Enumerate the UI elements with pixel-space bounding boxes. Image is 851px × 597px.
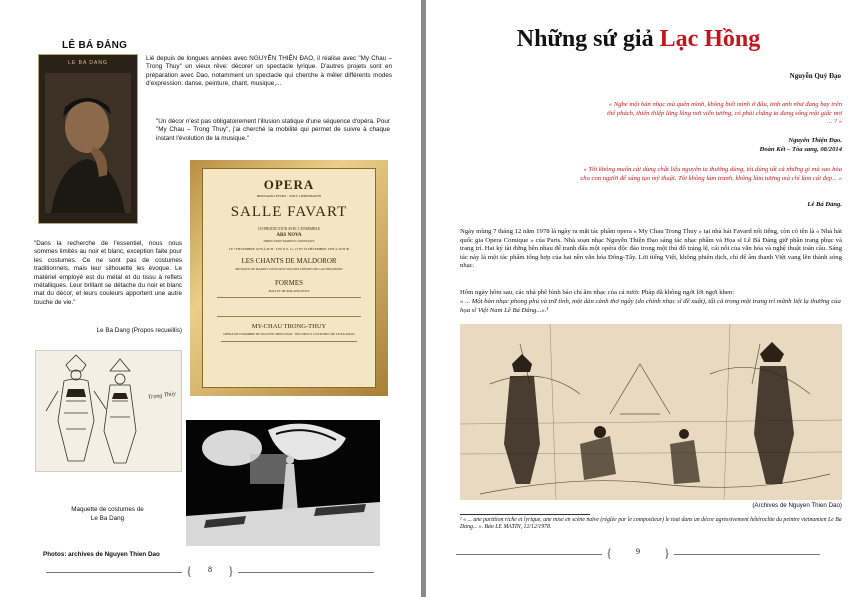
costume-sketch <box>35 350 182 472</box>
footnote: ¹ « ... une partition riche et lyrique, une mise en scène naïve (réglée par le compositeur) le tout dans un décor agressivement hétéroclite du peintre vietnamien Le Ba Dang... ». Báo LE MATIN, 12/12/1978. <box>460 517 842 531</box>
program-work3: MY-CHAU TRONG-THUY <box>251 323 327 331</box>
program-logo: OPERA <box>263 177 315 192</box>
portrait-photo <box>38 54 138 224</box>
stage-sketch <box>460 324 842 500</box>
program-coprod: CO-PRODUCTION AVEC L'ENSEMBLE <box>257 227 321 231</box>
sketch-handwritten-note: Trọng Thủy <box>147 391 177 401</box>
epigraph-1: « Nghe một bản nhạc mà quên mình, không biết mình ở đâu, tinh anh như đang bay trên thế phách, thiên thiệp lãng lãng nơi viễn tưởng, có phải chăng ta đang sống một giấc mơ ... ? » <box>607 101 842 126</box>
body-paragraph-1: Ngày mùng 7 tháng 12 năm 1978 là ngày ra mắt tác phẩm opera « My Chau Trong Thuy » tại nhà hát Favard nổi tiếng, còn có tên là « Nhà hát quốc gia Opera Comique » của Paris. Nhà soạn nhạc Nguyễn Thiện Đạo sáng tác nhạc phẩm và Họa sĩ Lê Bá Đảng giữ phần trang phục và trang trí. Hai ký tài đứng bên nhau để tranh đấu một opéra độc đáo trong một thủ đô tráng lệ, cái nôi của văn hóa và nghệ thuật toàn cầu. Sáng tác này là một tác phẩm tổng hợp của hai nền văn hóa Đông-Tây. Lời tiếng Việt, không phiên dịch, chỉ để âm thanh Việt vang lên thành sóng nhạc. <box>460 228 842 270</box>
epigraph-2: « Tôi không muốn cái dùng chất liệu nguyên ta thường dùng, tôi dùng tất cả những gì mà sao hòa cho con người để sáng tạo mỹ thuật. Tôi không làm tranh, không làm tượng mà chỉ làm cái đẹp... » <box>580 166 842 182</box>
program-dates: LE 7 DÉCEMBRE 1978 À 20 H · LES 8, 9, 11, 15 ET 16 DÉCEMBRE 1978 À 20 H 30 <box>228 247 350 251</box>
program-work2: FORMES <box>274 279 303 288</box>
program-direction: DIRECTION MARIUS CONSTANT <box>263 239 315 243</box>
program-work2-sub: BALLET DE ROLAND PETIT <box>268 289 310 294</box>
program-ensemble: ARS NOVA <box>276 233 302 238</box>
epigraph-1-source: Đoàn Kết – Tòa sang, 08/2014 <box>759 145 842 153</box>
title-part-2: Lạc Hồng <box>659 26 761 52</box>
stage-sketch-caption: (Archives de Nguyen Thien Dao) <box>752 502 842 509</box>
page-number-right: { 9 } <box>606 545 670 559</box>
stage-photo <box>186 420 380 546</box>
program-work3-sub: OPÉRA DE CHAMBRE DE NGUYEN THIEN DAO · DÉCORS ET COSTUMES DE LE BA DANG <box>223 332 355 337</box>
opera-program <box>190 160 388 396</box>
costume-quote-attribution: Le Ba Dang (Propos recueillis) <box>96 327 182 334</box>
title-part-1: Những sứ giả <box>516 26 660 52</box>
epigraph-1-author: Nguyễn Thiện Đạo. <box>788 137 842 144</box>
costume-quote: "Dans la recherche de l'essentiel, nous nous sommes limités au noir et blanc, exception faite pour les costumes. Ce ne sont pas de costumes traditionnels, mais leur silhouette les évoque. Le matériel employé est du métal et du tissu à reflets métalliques. Leur brillant se détache du noir et blanc mat du décor, et leurs couleurs apportent une autre touche de vie." <box>34 240 182 306</box>
critic-quote: « ... Một bản nhạc phong phú và trữ tình, một dàn cảnh thơ ngây (do chính nhạc sĩ đề xuất), tất cả trong một trang trí mãnh liệt lạ thường của họa sĩ Việt Nam Lê Bá Đảng...».¹ <box>460 298 841 314</box>
portrait-label: LE BA DANG <box>68 60 108 66</box>
epigraph-1-attribution <box>606 137 842 154</box>
costume-sketch-caption <box>35 505 180 523</box>
article-title <box>426 26 851 53</box>
program-hall: SALLE FAVART <box>230 204 348 220</box>
epigraph-2-attribution: Lê Bá Đảng. <box>807 201 842 208</box>
intro-paragraph: Lié depuis de longues années avec NGUYỄN THIỆN ĐẠO, il réalise avec "My Chau – Trong Thuy" un vieux rêve: décorer un spectacle lyrique. D'autres projets sont en préparation avec Dao, notamment un spectacle qui cherche à mêler différents modes d'expression: danse, peinture, chant, musique,... <box>146 55 392 87</box>
program-subtitle: BERNARD LEFORT · ROLF LIEBERMANN <box>256 194 322 198</box>
page-number-value: 9 <box>636 547 640 556</box>
byline: Nguyễn Quý Đạo <box>789 72 841 80</box>
program-work1-sub: MUSIQUE DE MARIUS CONSTANT SUR DES POÈMES DE LAUTRÉAMONT <box>235 267 343 272</box>
program-work1: LES CHANTS DE MALDOROR <box>241 257 337 266</box>
author-name: LÊ BÁ ĐẢNG <box>62 40 128 51</box>
right-page <box>426 0 851 597</box>
footnote-divider <box>460 514 590 515</box>
page-number-left: { 8 } <box>186 563 234 577</box>
caption-line-1: Maquette de costumes de <box>71 506 144 513</box>
photos-credit: Photos: archives de Nguyen Thien Dao <box>43 551 160 558</box>
body-paragraph-2: Hôm ngày hôm sau, các nhà phê bình báo chí âm nhạc của cả nước Pháp đã không ngớt lời ngợi khen: <box>460 289 735 296</box>
page-number-value: 8 <box>208 565 212 574</box>
decor-quote: "Un décor n'est pas obligatoirement l'illusion statique d'une séquence d'opéra. Pour "My Chau – Trong Thuy", j'ai cherché la mobilité qui permet de suivre à chaque instant l'évolution de la musique." <box>156 118 390 142</box>
caption-line-2: Le Ba Dang <box>90 515 125 522</box>
left-page <box>0 0 421 597</box>
